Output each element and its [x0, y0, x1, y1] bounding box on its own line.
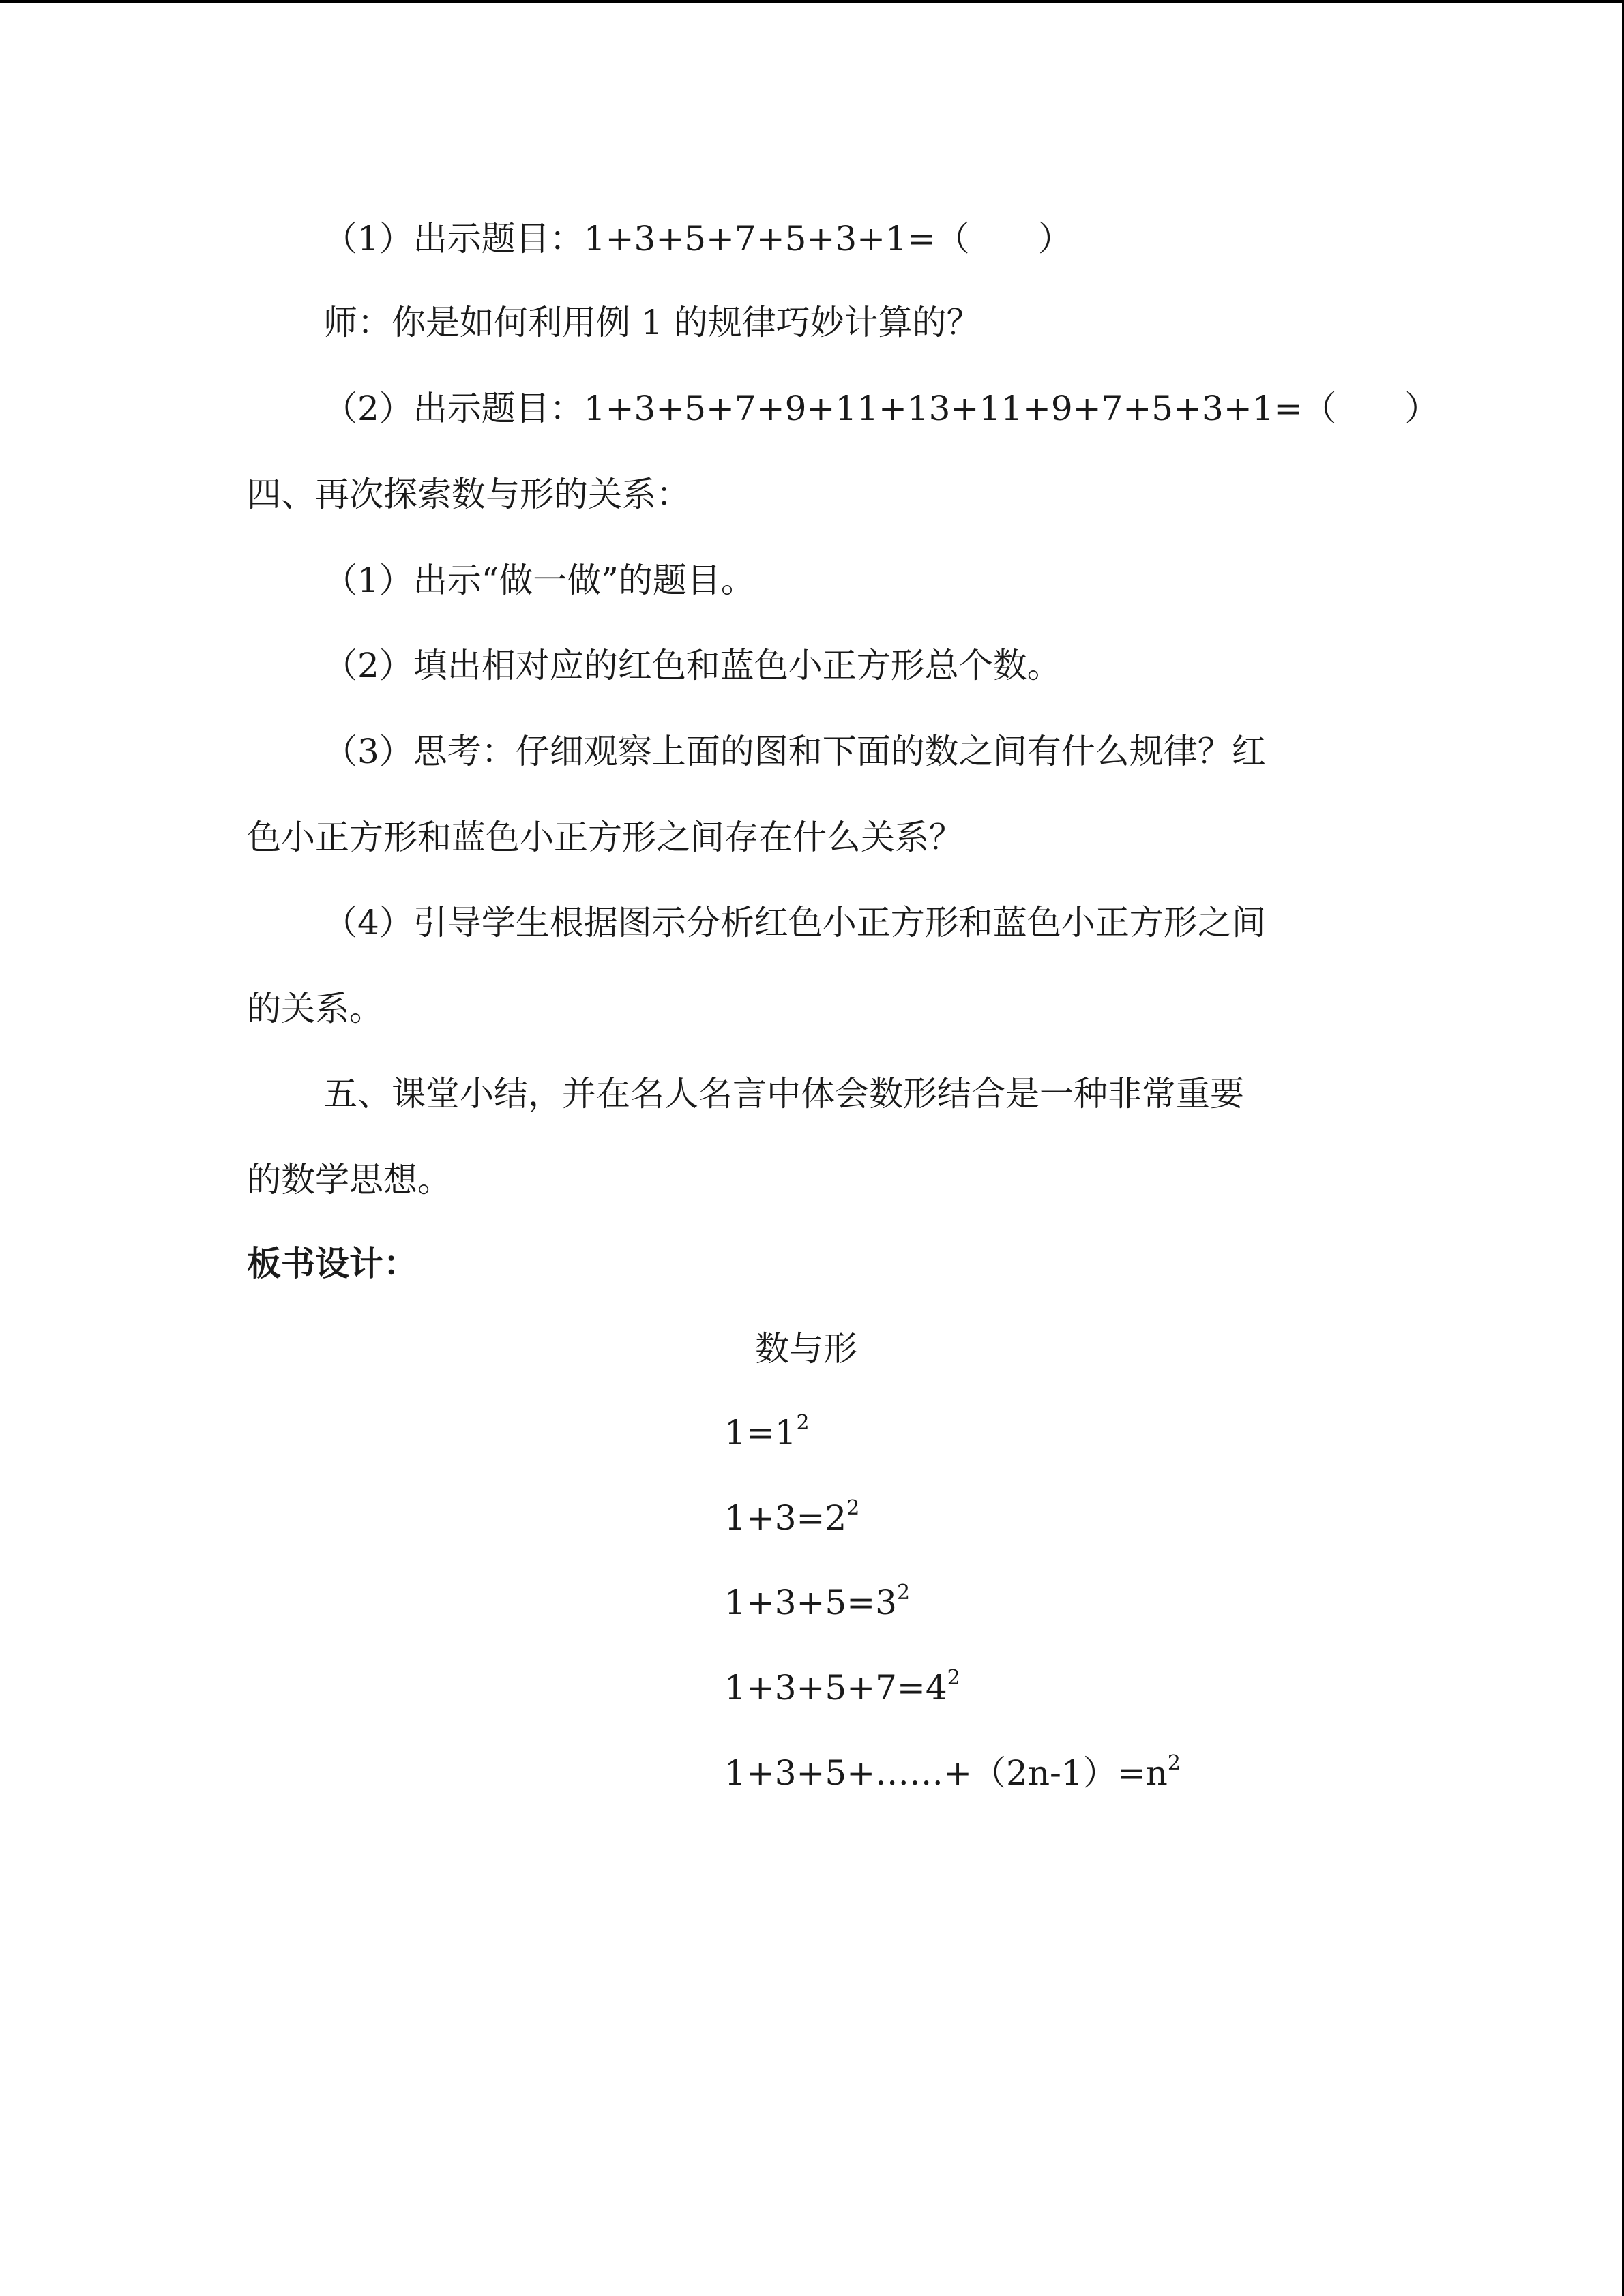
text-line-12: 的数学思想。: [247, 1160, 452, 1199]
board-design-heading: 板书设计：: [247, 1243, 417, 1283]
equation-text: 1+3+5+7=4: [724, 1668, 947, 1708]
equation-exponent: 2: [796, 1411, 810, 1435]
board-equation-1: [724, 1412, 810, 1453]
equation-text: 1+3+5+……+（2n-1）=n: [724, 1753, 1168, 1793]
text-line-8: 色小正方形和蓝色小正方形之间存在什么关系？: [247, 818, 963, 857]
board-equation-5: [724, 1753, 1181, 1793]
equation-text: 1+3+5=3: [724, 1583, 897, 1622]
board-equation-2: [724, 1497, 859, 1538]
text-line-3: （2）出示题目：1+3+5+7+9+11+13+11+9+7+5+3+1=（ ）: [323, 389, 1439, 428]
text-line-6: （2）填出相对应的红色和蓝色小正方形总个数。: [323, 646, 1061, 685]
text-line-9: （4）引导学生根据图示分析红色小正方形和蓝色小正方形之间: [323, 903, 1266, 942]
equation-exponent: 2: [1167, 1751, 1181, 1775]
text-line-11: 五、课堂小结，并在名人名言中体会数形结合是一种非常重要: [323, 1074, 1244, 1114]
page-top-border: [0, 0, 1624, 3]
text-line-2: 师：你是如何利用例 1 的规律巧妙计算的？: [323, 303, 981, 342]
section-heading-4: 四、再次探索数与形的关系：: [247, 475, 690, 514]
equation-text: 1=1: [724, 1413, 797, 1452]
text-line-10: 的关系。: [247, 989, 383, 1028]
board-equation-3: [724, 1582, 910, 1623]
equation-exponent: 2: [896, 1581, 911, 1605]
equation-exponent: 2: [947, 1666, 960, 1690]
board-title: 数与形: [755, 1329, 857, 1369]
equation-text: 1+3=2: [724, 1498, 847, 1538]
board-equation-4: [724, 1667, 960, 1708]
text-line-5: （1）出示“做一做”的题目。: [323, 561, 755, 600]
equation-exponent: 2: [846, 1496, 860, 1520]
text-line-7: （3）思考：仔细观察上面的图和下面的数之间有什么规律？红: [323, 732, 1266, 771]
text-line-1: （1）出示题目：1+3+5+7+5+3+1=（ ）: [323, 219, 1072, 258]
